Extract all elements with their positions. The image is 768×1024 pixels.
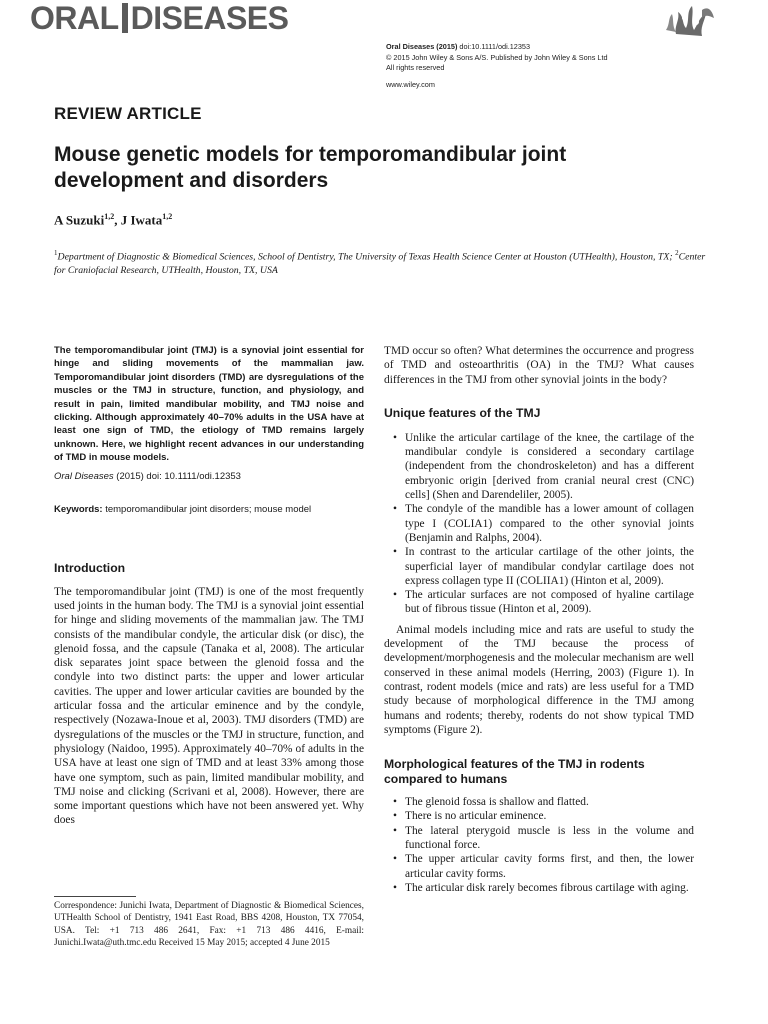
logo-text-diseases: DISEASES [130, 0, 289, 36]
affiliation-number: 1 [54, 249, 58, 257]
abstract-text: The temporomandibular joint (TMJ) is a synovial joint essential for hinge and sliding movements of the mammalian jaw. Temporomandibular joint disorders (TMD) are dysregulations of the muscles or the TMJ in structure, function, and physiology, and result in pain, limited mandibular mobility, and TMJ noise and clicking. Although approximately 40–70% adults in the USA have at least one sign of TMD, the etiology of TMD remains largely unknown. Here, we highlight recent advances in our understanding of TMD in mouse models. [54, 345, 364, 464]
continuation-text: TMD occur so often? What determines the occurrence and progress of TMD and osteoarthritis (OA) in the TMJ? What causes differences in the TMJ from other synovial joints in the body? [384, 345, 694, 386]
author-name: A Suzuki [54, 212, 105, 228]
author-separator: , [114, 212, 121, 228]
journal-logo [30, 0, 288, 36]
affiliation-text: Center for Craniofacial Research, UTHealth, Houston, TX, USA [54, 251, 706, 277]
animal-models-text: Animal models including mice and rats are useful to study the development of the TMJ because the process of development/morphogenesis and the molecular mechanism are well conserved in these animal models (Herring, 2003) (Figure 1). In contrast, rodent models (mice and rats) are less useful for a TMD study because of morphological difference in the TMJ among humans and rodents; thereby, rodents do not show typical TMD symptoms (Figure 2). [384, 623, 694, 736]
author-affiliation-sup: 1,2 [104, 212, 115, 221]
keywords-values: temporomandibular joint disorders; mouse model [102, 503, 312, 515]
unique-features-heading: Unique features of the TMJ [384, 405, 541, 420]
keywords-label: Keywords: [54, 503, 103, 515]
list-item: • The articular disk rarely becomes fibrous cartilage with aging. [384, 881, 694, 895]
article-title: Mouse genetic models for temporomandibular joint development and disorders [54, 143, 567, 192]
list-item: • The upper articular cavity forms first, and then, the lower articular cavity forms. [384, 852, 694, 881]
list-item: • There is no articular eminence. [384, 809, 694, 823]
keywords-line [54, 504, 364, 515]
citation-details: (2015) doi: 10.1111/odi.12353 [113, 470, 241, 482]
list-item: • Unlike the articular cartilage of the knee, the cartilage of the mandibular condyle is considered a secondary cartilage (independent from the chondroskeleton) and has a different embryonic origin [derived from cranial neural crest (CNC) cells] (Shen and Darendeliler, 2005). [384, 431, 694, 502]
correspondence-footnote: Correspondence: Junichi Iwata, Department of Diagnostic & Biomedical Sciences, UTHealth School of Dentistry, 1941 East Road, BBS 4208, Houston, TX 77054, USA. Tel: +1 713 486 2641, Fax: +1 713 486 4416, E-mail: Junichi.Iwata@uth.tmc.edu Received 15 May 2015; accepted 4 June 2015 [54, 901, 364, 949]
logo-text-oral: ORAL [30, 0, 119, 36]
doi-text: doi:10.1111/odi.12353 [457, 42, 531, 51]
logo-divider [122, 3, 128, 33]
copyright-line: © 2015 John Wiley & Sons A/S. Published by John Wiley & Sons Ltd [386, 52, 608, 62]
introduction-text: The temporomandibular joint (TMJ) is one of the most frequently used joints in the human body. The TMJ is a synovial joint essential for hinge and sliding movements of the mammalian jaw. The TMJ consists of the mandibular condyle, the articular disk (or disc), the glenoid fossa, and the capsule (Tanaka et al, 2008). The articular disk separates joint space between the glenoid fossa and the condyle into two distinct parts: the upper and lower articular cavities. The upper and lower articular cavities are bounded by the articular fossa and the articular eminence and by the condyle, respectively (Nozawa-Inoue et al, 2003). TMJ disorders (TMD) are dysregulations of the muscles or the TMJ in structure, function, and physiology (Naidoo, 1995). Approximately 40–70% of adults in the USA have at least one sign of TMD and at least 33% among those have one symptom, such as pain, limited mandibular mobility, and TMJ noise and clicking (Scrivani et al, 2008). However, there are some important questions which have not been answered yet. Why does [54, 585, 364, 827]
author-list [54, 212, 172, 228]
author-name: J Iwata [120, 212, 163, 228]
publication-meta [386, 42, 608, 74]
list-item: • The lateral pterygoid muscle is less in the volume and functional force. [384, 824, 694, 853]
citation-line [54, 471, 364, 482]
affiliation-number: 2 [675, 249, 679, 257]
section-label: REVIEW ARTICLE [54, 104, 202, 123]
footnote-divider [54, 896, 136, 897]
affiliation-text: Department of Diagnostic & Biomedical Sciences, School of Dentistry, The University of Texas Health Science Center at Houston (UTHealth), Houston, TX; [57, 251, 676, 263]
morphological-features-list [384, 795, 694, 895]
unique-features-list [384, 431, 694, 617]
introduction-heading: Introduction [54, 560, 126, 575]
right-column [384, 344, 694, 895]
journal-year: Oral Diseases (2015) [386, 42, 458, 51]
list-item: • The glenoid fossa is shallow and flatted. [384, 795, 694, 809]
list-item: • The condyle of the mandible has a lower amount of collagen type I (COLIA1) compared to the other synovial joints (Benjamin and Ralphs, 2004). [384, 502, 694, 545]
publisher-website-link[interactable]: www.wiley.com [386, 80, 435, 89]
affiliations [54, 246, 714, 278]
list-item: • In contrast to the articular cartilage of the other joints, the superficial layer of mandibular condylar cartilage does not express collagen type II (COLIIA1) (Hinton et al, 2009). [384, 545, 694, 588]
rights-line: All rights reserved [386, 63, 445, 72]
morphological-features-heading: Morphological features of the TMJ in rodents compared to humans [384, 757, 645, 787]
author-affiliation-sup: 1,2 [162, 212, 173, 221]
list-item: • The articular surfaces are not composed of hyaline cartilage but of fibrous tissue (Hinton et al, 2009). [384, 588, 694, 617]
citation-journal: Oral Diseases [54, 470, 114, 482]
journal-cover-art-icon [656, 0, 718, 40]
left-column [54, 344, 364, 828]
